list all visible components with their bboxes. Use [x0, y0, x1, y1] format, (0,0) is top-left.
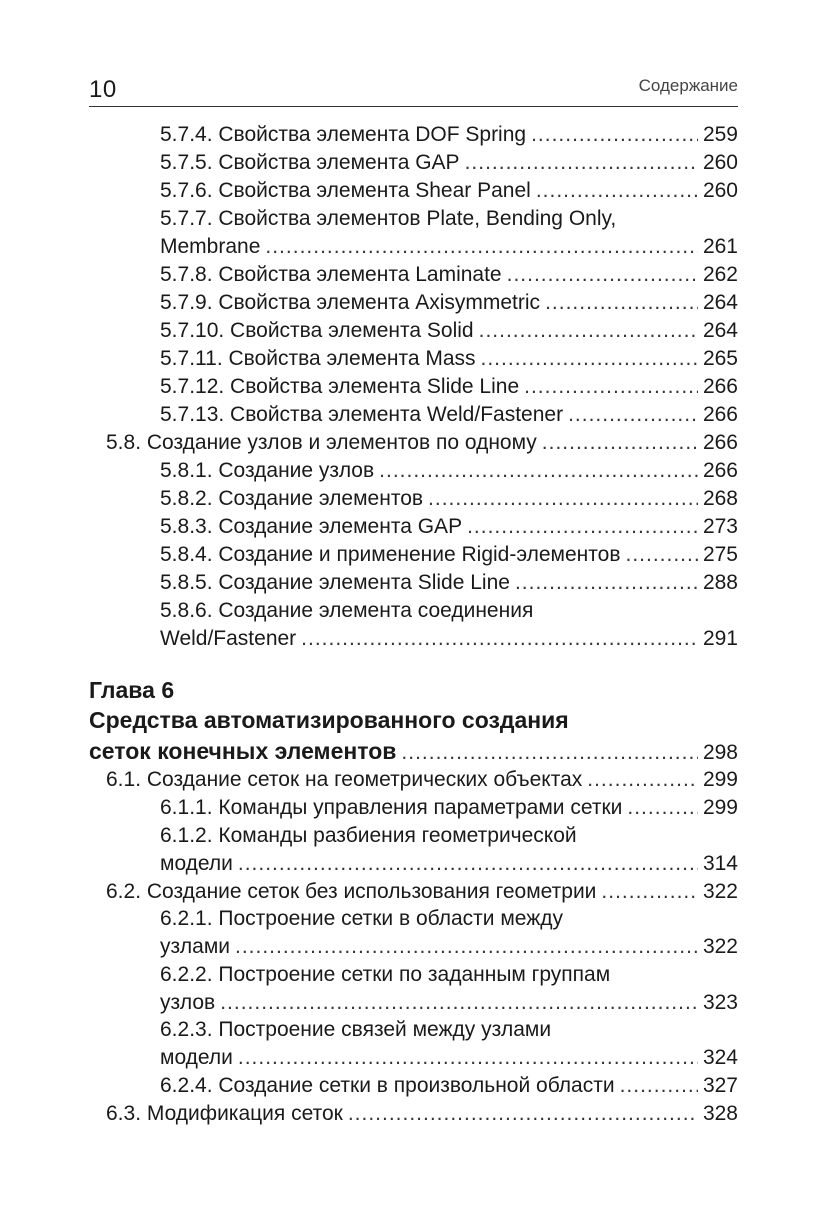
toc-entry-title: 5.7.4. Свойства элемента DOF Spring: [160, 123, 527, 146]
dot-leader: [545, 289, 698, 317]
toc-entry[interactable]: [160, 345, 738, 373]
toc-entry-page: 266: [702, 403, 738, 426]
toc-entry-page: 291: [702, 627, 738, 650]
toc-entry-title: модели: [160, 1046, 233, 1069]
dot-leader: [238, 1044, 698, 1072]
dot-leader: [238, 850, 698, 878]
toc-entry[interactable]: [160, 457, 738, 485]
dot-leader: [481, 345, 698, 373]
toc-entry-page: 260: [702, 179, 738, 202]
toc-entry-page: 314: [702, 852, 738, 875]
toc-entry-title: 5.7.13. Свойства элемента Weld/Fastener: [160, 403, 564, 426]
dot-leader: [301, 625, 698, 653]
toc-entry-title: 5.8.2. Создание элементов: [160, 487, 424, 510]
toc-entry-title: 5.8.6. Создание элемента соединения: [160, 599, 534, 622]
toc-entry-page: 322: [702, 935, 738, 958]
page-header: [89, 68, 738, 107]
toc-entry[interactable]: [160, 177, 738, 205]
toc-entry-title: 5.8.3. Создание элемента GAP: [160, 515, 463, 538]
toc-entry-continuation[interactable]: [160, 850, 738, 878]
toc-entry-title: 5.8. Создание узлов и элементов по одному: [106, 431, 537, 454]
toc-entry-title: 5.8.1. Создание узлов: [160, 459, 375, 482]
dot-leader: [401, 739, 698, 767]
dot-leader: [479, 317, 698, 345]
dot-leader: [531, 121, 698, 149]
toc-entry-continuation[interactable]: [160, 625, 738, 653]
toc-entry-page: 299: [702, 796, 738, 819]
dot-leader: [515, 569, 698, 597]
dot-leader: [220, 989, 698, 1017]
dot-leader: [265, 233, 698, 261]
toc-entry[interactable]: [160, 121, 738, 149]
toc-section-entry[interactable]: [106, 1100, 738, 1128]
dot-leader: [467, 513, 698, 541]
chapter-title-line1: Средства автоматизированного создания: [89, 707, 569, 733]
toc-entry-page: 268: [702, 487, 738, 510]
toc-entry-page: 266: [702, 459, 738, 482]
dot-leader: [465, 149, 698, 177]
toc-entry-continuation[interactable]: [160, 933, 738, 961]
toc-entry-title: 5.7.8. Свойства элемента Laminate: [160, 263, 502, 286]
toc-entry[interactable]: [160, 1016, 738, 1044]
toc-entry-title: 5.7.11. Свойства элемента Mass: [160, 347, 476, 370]
toc-entry-title: узлами: [160, 935, 230, 958]
toc-entry-page: 264: [702, 291, 738, 314]
toc-entry[interactable]: [160, 401, 738, 429]
toc-entry-title: 5.7.6. Свойства элемента Shear Panel: [160, 179, 531, 202]
chapter-page: 298: [702, 741, 738, 764]
toc-entry[interactable]: [160, 541, 738, 569]
toc-entry[interactable]: [160, 485, 738, 513]
toc-entry-page: 322: [702, 880, 738, 903]
dot-leader: [379, 457, 698, 485]
toc-entry[interactable]: [160, 149, 738, 177]
toc-entry-title: Membrane: [160, 235, 261, 258]
toc-entry-page: 265: [702, 347, 738, 370]
toc-entry-title: 5.8.5. Создание элемента Slide Line: [160, 571, 510, 594]
toc-entry-page: 262: [702, 263, 738, 286]
dot-leader: [568, 401, 698, 429]
toc-entry-title: 6.2.3. Построение связей между узлами: [160, 1018, 552, 1041]
toc-entry-title: 5.7.10. Свойства элемента Solid: [160, 319, 474, 342]
toc-entry-page: 323: [702, 991, 738, 1014]
toc-entry-page: 328: [702, 1102, 738, 1125]
toc-section-entry[interactable]: [106, 878, 738, 906]
chapter-title-text: сеток конечных элементов: [89, 738, 397, 764]
toc-entry-title: 6.2.4. Создание сетки в произвольной области: [160, 1074, 615, 1097]
toc-entry[interactable]: [160, 905, 738, 933]
dot-leader: [625, 541, 697, 569]
toc-entry-page: 264: [702, 319, 738, 342]
dot-leader: [542, 429, 698, 457]
dot-leader: [428, 485, 698, 513]
toc-section-entry[interactable]: [106, 766, 738, 794]
dot-leader: [601, 878, 698, 906]
toc-entry-continuation[interactable]: [160, 989, 738, 1017]
toc-entry[interactable]: [160, 289, 738, 317]
toc-entry[interactable]: [160, 794, 738, 822]
dot-leader: [507, 261, 698, 289]
chapter-label: Глава 6: [89, 677, 175, 703]
toc-entry-continuation[interactable]: [160, 233, 738, 261]
running-title: Содержание: [638, 76, 738, 95]
toc-section-entry[interactable]: [106, 429, 738, 457]
toc-entry[interactable]: [160, 205, 738, 233]
dot-leader: [348, 1100, 698, 1128]
toc-entry-title: Weld/Fastener: [160, 627, 297, 650]
toc-entry[interactable]: [160, 373, 738, 401]
toc-entry-title: модели: [160, 852, 233, 875]
toc-entry-title: 6.1. Создание сеток на геометрических объектах: [106, 768, 583, 791]
toc-entry-page: 266: [702, 431, 738, 454]
dot-leader: [627, 794, 698, 822]
dot-leader: [620, 1072, 698, 1100]
toc-entry-title: 6.1.1. Команды управления параметрами сетки: [160, 796, 623, 819]
toc-entry[interactable]: [160, 261, 738, 289]
toc-entry-title: 6.2. Создание сеток без использования геометрии: [106, 880, 597, 903]
toc-entry-title: 5.7.12. Свойства элемента Slide Line: [160, 375, 520, 398]
toc-entry[interactable]: [160, 961, 738, 989]
toc-entry-page: 324: [702, 1046, 738, 1069]
toc-entry-page: 299: [702, 768, 738, 791]
dot-leader: [235, 933, 698, 961]
toc-entry-title: 6.2.2. Построение сетки по заданным группам: [160, 963, 611, 986]
toc-entry-continuation[interactable]: [160, 1044, 738, 1072]
dot-leader: [587, 766, 698, 794]
toc-entry[interactable]: [160, 513, 738, 541]
toc-entry[interactable]: [160, 1072, 738, 1100]
toc-entry-title: 5.7.9. Свойства элемента Axisymmetric: [160, 291, 541, 314]
toc-entry[interactable]: [160, 569, 738, 597]
toc-entry-page: 261: [702, 235, 738, 258]
toc-entry-title: 6.1.2. Команды разбиения геометрической: [160, 824, 577, 847]
toc-entry-title: узлов: [160, 991, 216, 1014]
toc-entry-title: 5.8.4. Создание и применение Rigid-элементов: [160, 543, 621, 566]
toc-entry-title: 6.2.1. Построение сетки в области между: [160, 907, 564, 930]
toc-entry-title: 5.7.5. Свойства элемента GAP: [160, 151, 460, 174]
toc-entry-page: 327: [702, 1074, 738, 1097]
page-number: 10: [89, 76, 117, 103]
chapter-title-line2[interactable]: [89, 737, 738, 765]
toc-entry[interactable]: [160, 822, 738, 850]
dot-leader: [524, 373, 698, 401]
toc-entry-page: 266: [702, 375, 738, 398]
toc-entry-page: 259: [702, 123, 738, 146]
toc-entry[interactable]: [160, 317, 738, 345]
toc-entry[interactable]: [160, 597, 738, 625]
toc-entry-title: 6.3. Модификация сеток: [106, 1102, 343, 1125]
toc-entry-title: 5.7.7. Свойства элементов Plate, Bending Only,: [160, 207, 617, 230]
toc-entry-page: 273: [702, 515, 738, 538]
toc-entry-page: 288: [702, 571, 738, 594]
toc-entry-page: 275: [702, 543, 738, 566]
toc-entry-page: 260: [702, 151, 738, 174]
dot-leader: [536, 177, 698, 205]
